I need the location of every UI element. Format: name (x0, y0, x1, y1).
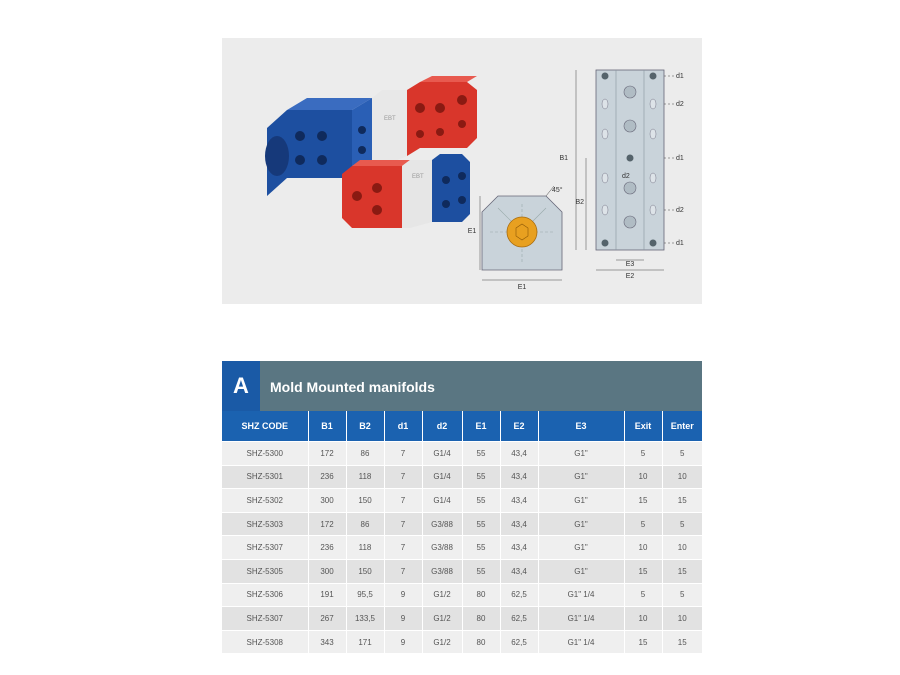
table-cell: 236 (308, 536, 346, 560)
dim-label-d1-bottom: d1 (676, 240, 684, 247)
dim-label-d2-top: d2 (676, 101, 684, 108)
table-cell: 62,5 (500, 583, 538, 607)
table-cell: 55 (462, 536, 500, 560)
section-badge: A (222, 361, 260, 411)
table-cell: 9 (384, 583, 422, 607)
table-cell: 5 (624, 512, 662, 536)
table-cell: 236 (308, 465, 346, 489)
table-cell: 10 (662, 465, 702, 489)
column-header: d1 (384, 411, 422, 442)
table-cell: 80 (462, 607, 500, 631)
table-cell: SHZ-5306 (222, 583, 308, 607)
table-cell: 43,4 (500, 465, 538, 489)
column-header: Exit (624, 411, 662, 442)
table-cell: G1" (538, 465, 624, 489)
table-cell: 55 (462, 512, 500, 536)
table-cell: 300 (308, 559, 346, 583)
section-title: Mold Mounted manifolds (270, 379, 435, 395)
manifold-photo (265, 76, 477, 228)
table-cell: 80 (462, 583, 500, 607)
column-header: E2 (500, 411, 538, 442)
table-cell: G1" (538, 536, 624, 560)
dim-label-b2: B2 (575, 199, 584, 206)
table-row (222, 512, 702, 536)
product-drawing (222, 38, 702, 304)
table-cell: G1" (538, 559, 624, 583)
table-cell: G3/88 (422, 512, 462, 536)
table-cell: 5 (662, 583, 702, 607)
table-cell: 80 (462, 630, 500, 653)
column-header: d2 (422, 411, 462, 442)
table-cell: G1" (538, 442, 624, 466)
table-cell: 55 (462, 489, 500, 513)
dim-label-d1-mid: d1 (676, 155, 684, 162)
column-header: E1 (462, 411, 500, 442)
table-cell: G1/2 (422, 583, 462, 607)
table-cell: 43,4 (500, 489, 538, 513)
section-header (222, 361, 702, 411)
table-cell: 7 (384, 536, 422, 560)
table-cell: G1/2 (422, 630, 462, 653)
table-cell: 150 (346, 489, 384, 513)
table-cell: 150 (346, 559, 384, 583)
table-cell: 15 (624, 630, 662, 653)
table-cell: G1/4 (422, 465, 462, 489)
table-cell: 95,5 (346, 583, 384, 607)
table-cell: 191 (308, 583, 346, 607)
table-cell: 15 (624, 559, 662, 583)
table-cell: SHZ-5307 (222, 607, 308, 631)
plate-drawing (559, 70, 683, 280)
table-cell: 43,4 (500, 512, 538, 536)
table-row (222, 442, 702, 466)
table-cell: G1" (538, 489, 624, 513)
table-cell: 7 (384, 489, 422, 513)
table-cell: 133,5 (346, 607, 384, 631)
column-header: B1 (308, 411, 346, 442)
table-row (222, 536, 702, 560)
dim-label-e1-side: E1 (467, 228, 477, 235)
table-cell: 118 (346, 465, 384, 489)
table-cell: 43,4 (500, 559, 538, 583)
column-header: SHZ CODE (222, 411, 308, 442)
table-cell: 5 (662, 512, 702, 536)
table-cell: G1" (538, 512, 624, 536)
table-cell: 7 (384, 512, 422, 536)
column-header: E3 (538, 411, 624, 442)
table-cell: G1" 1/4 (538, 607, 624, 631)
spec-section (222, 361, 702, 653)
product-figure (222, 38, 702, 304)
table-cell: 171 (346, 630, 384, 653)
table-cell: 7 (384, 559, 422, 583)
table-row (222, 630, 702, 653)
table-cell: 10 (624, 536, 662, 560)
dim-label-e2: E2 (625, 273, 635, 280)
angle-label: 45° (552, 187, 563, 194)
column-header: Enter (662, 411, 702, 442)
table-cell: SHZ-5302 (222, 489, 308, 513)
dim-label-b1: B1 (559, 155, 568, 162)
table-cell: SHZ-5307 (222, 536, 308, 560)
table-row (222, 559, 702, 583)
table-row (222, 489, 702, 513)
table-cell: 5 (624, 583, 662, 607)
svg-text:EBT: EBT (384, 116, 396, 122)
table-cell: 7 (384, 465, 422, 489)
table-cell: G1" 1/4 (538, 630, 624, 653)
table-cell: G1/2 (422, 607, 462, 631)
dim-label-e1-bottom: E1 (517, 284, 527, 291)
table-cell: 15 (662, 489, 702, 513)
table-cell: G1/4 (422, 442, 462, 466)
table-cell: G1/4 (422, 489, 462, 513)
table-cell: 9 (384, 607, 422, 631)
table-cell: 343 (308, 630, 346, 653)
table-cell: G3/88 (422, 559, 462, 583)
table-cell: 15 (662, 630, 702, 653)
table-cell: 5 (624, 442, 662, 466)
table-cell: 86 (346, 442, 384, 466)
spec-table (222, 411, 702, 653)
table-cell: 10 (662, 536, 702, 560)
dim-label-e3: E3 (625, 261, 635, 268)
dim-label-d2-mid: d2 (622, 173, 630, 180)
dim-label-d2-low: d2 (676, 207, 684, 214)
dim-label-d1-top: d1 (676, 73, 684, 80)
table-cell: SHZ-5308 (222, 630, 308, 653)
table-row (222, 583, 702, 607)
table-cell: SHZ-5301 (222, 465, 308, 489)
table-cell: 43,4 (500, 442, 538, 466)
table-cell: 172 (308, 512, 346, 536)
table-row (222, 607, 702, 631)
table-cell: SHZ-5305 (222, 559, 308, 583)
cross-section-drawing (468, 186, 563, 291)
table-cell: 5 (662, 442, 702, 466)
table-cell: 62,5 (500, 607, 538, 631)
table-cell: 55 (462, 465, 500, 489)
table-cell: 15 (624, 489, 662, 513)
table-cell: 86 (346, 512, 384, 536)
table-cell: 62,5 (500, 630, 538, 653)
table-cell: G1" 1/4 (538, 583, 624, 607)
table-cell: 10 (624, 465, 662, 489)
table-row (222, 465, 702, 489)
table-header-row (222, 411, 702, 442)
table-cell: 10 (662, 607, 702, 631)
table-cell: 267 (308, 607, 346, 631)
table-body (222, 442, 702, 654)
table-cell: 15 (662, 559, 702, 583)
column-header: B2 (346, 411, 384, 442)
svg-text:EBT: EBT (412, 174, 424, 180)
table-cell: 9 (384, 630, 422, 653)
table-cell: G3/88 (422, 536, 462, 560)
table-cell: 43,4 (500, 536, 538, 560)
table-cell: 55 (462, 559, 500, 583)
table-cell: 55 (462, 442, 500, 466)
table-cell: 300 (308, 489, 346, 513)
table-cell: 7 (384, 442, 422, 466)
table-cell: SHZ-5300 (222, 442, 308, 466)
table-cell: 118 (346, 536, 384, 560)
table-cell: 172 (308, 442, 346, 466)
table-cell: SHZ-5303 (222, 512, 308, 536)
table-cell: 10 (624, 607, 662, 631)
